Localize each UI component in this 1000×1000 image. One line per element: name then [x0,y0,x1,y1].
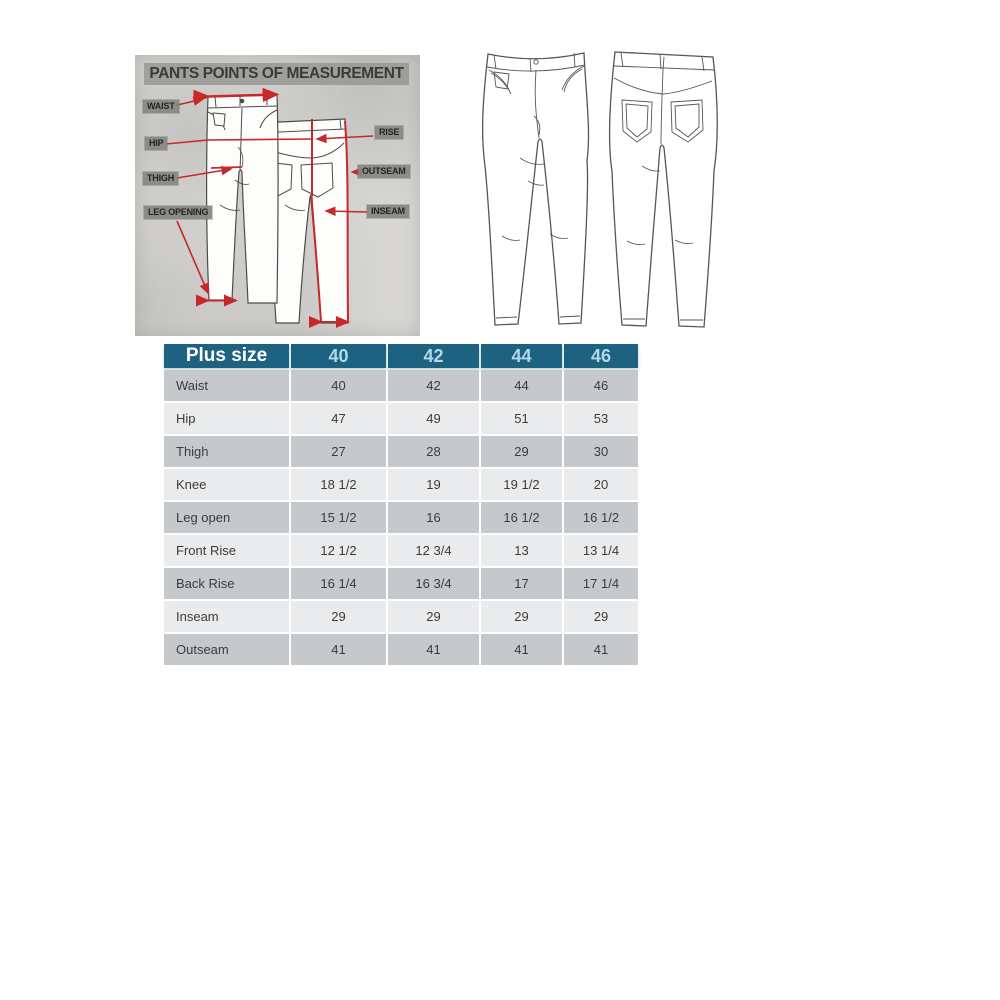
cell-value: 28 [388,436,479,467]
cell-value: 16 1/2 [564,502,638,533]
label-rise: RISE [375,126,403,139]
cell-value: 51 [481,403,562,434]
label-inseam: INSEAM [367,205,409,218]
cell-value: 13 [481,535,562,566]
cell-value: 29 [481,601,562,632]
cell-value: 15 1/2 [291,502,386,533]
cell-value: 13 1/4 [564,535,638,566]
jeans-technical-flats [472,36,740,338]
cell-value: 16 3/4 [388,568,479,599]
header-size-40: 40 [291,344,386,368]
cell-value: 41 [481,634,562,665]
cell-value: 29 [291,601,386,632]
header-size-44: 44 [481,344,562,368]
cell-value: 16 1/2 [481,502,562,533]
table-row-waist [164,370,638,401]
cell-value: 20 [564,469,638,500]
cell-value: 18 1/2 [291,469,386,500]
size-chart-table [162,342,640,667]
row-label: Leg open [164,502,289,533]
cell-value: 19 [388,469,479,500]
cell-value: 29 [388,601,479,632]
row-label: Hip [164,403,289,434]
table-row-inseam [164,601,638,632]
cell-value: 19 1/2 [481,469,562,500]
table-row-hip [164,403,638,434]
cell-value: 47 [291,403,386,434]
cell-value: 17 1/4 [564,568,638,599]
cell-value: 49 [388,403,479,434]
header-size-46: 46 [564,344,638,368]
label-hip: HIP [145,137,167,150]
front-pants-outline [207,95,279,303]
cell-value: 30 [564,436,638,467]
header-plus-size: Plus size [164,344,289,368]
row-label: Knee [164,469,289,500]
row-label: Waist [164,370,289,401]
cell-value: 40 [291,370,386,401]
table-row-front-rise [164,535,638,566]
table-row-back-rise [164,568,638,599]
table-row-thigh [164,436,638,467]
row-label: Back Rise [164,568,289,599]
table-row-knee [164,469,638,500]
row-label: Outseam [164,634,289,665]
row-label: Front Rise [164,535,289,566]
cell-value: 46 [564,370,638,401]
cell-value: 12 3/4 [388,535,479,566]
cell-value: 41 [291,634,386,665]
cell-value: 42 [388,370,479,401]
cell-value: 16 1/4 [291,568,386,599]
label-outseam: OUTSEAM [358,165,410,178]
header-size-42: 42 [388,344,479,368]
label-leg-opening: LEG OPENING [144,206,212,219]
table-row-leg-open [164,502,638,533]
cell-value: 29 [564,601,638,632]
jeans-flats-drawing [472,36,740,338]
cell-value: 41 [564,634,638,665]
measurement-diagram [135,55,420,336]
cell-value: 16 [388,502,479,533]
label-thigh: THIGH [143,172,178,185]
cell-value: 41 [388,634,479,665]
cell-value: 12 1/2 [291,535,386,566]
row-label: Inseam [164,601,289,632]
measurement-diagram-drawing [135,55,420,336]
cell-value: 17 [481,568,562,599]
size-chart-header-row [164,344,638,368]
cell-value: 29 [481,436,562,467]
cell-value: 53 [564,403,638,434]
jeans-back-view [610,52,718,327]
cell-value: 27 [291,436,386,467]
diagram-title: PANTS POINTS OF MEASUREMENT [144,63,409,85]
table-row-outseam [164,634,638,665]
label-waist: WAIST [143,100,179,113]
cell-value: 44 [481,370,562,401]
row-label: Thigh [164,436,289,467]
